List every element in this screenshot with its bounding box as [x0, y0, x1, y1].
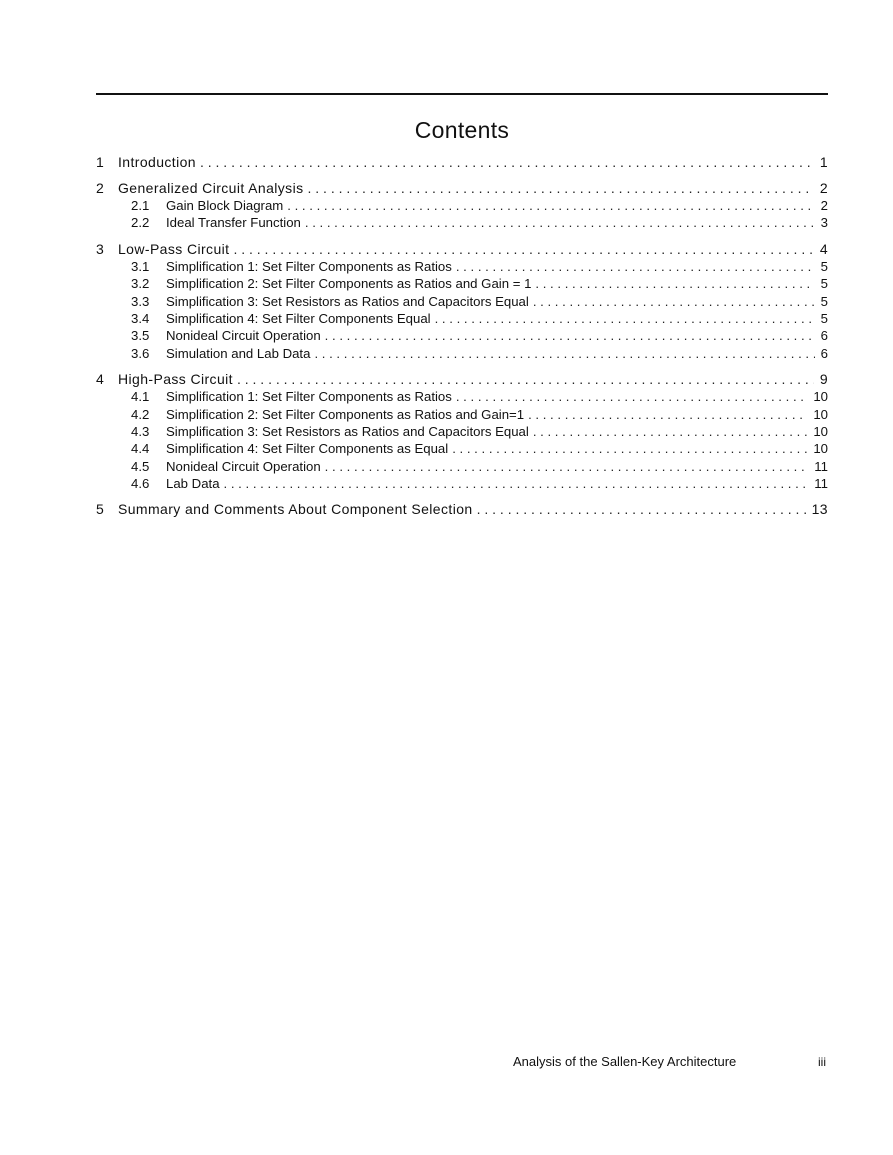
toc-subentry[interactable]: [96, 440, 828, 457]
toc-entry-page: 5: [820, 258, 828, 274]
toc-entry-page: 2: [819, 180, 828, 196]
toc-entry-page: 6: [820, 345, 828, 361]
footer-page-number: iii: [818, 1055, 826, 1069]
dot-leader: [477, 500, 806, 518]
toc-entry-page: 6: [820, 328, 828, 344]
toc-subentry[interactable]: [96, 310, 828, 327]
toc-entry-number: 4.1: [131, 389, 150, 405]
dot-leader: [305, 214, 815, 231]
dot-leader: [200, 153, 814, 171]
dot-leader: [435, 310, 815, 327]
dot-leader: [314, 345, 814, 362]
toc-entry-label: Simplification 2: Set Filter Components as Ratios and Gain=1: [166, 406, 525, 422]
toc-entry[interactable]: [96, 179, 828, 197]
toc-entry-page: 1: [819, 154, 828, 170]
toc-entry-number: 3.6: [131, 345, 150, 361]
toc-entry-label: High-Pass Circuit: [118, 371, 233, 388]
toc-entry-label: Gain Block Diagram: [166, 197, 284, 213]
toc-entry-page: 10: [813, 389, 828, 405]
toc-entry-label: Simplification 2: Set Filter Components as Ratios and Gain = 1: [166, 276, 532, 292]
toc-section: [96, 500, 828, 518]
toc-entry-number: 4.6: [131, 476, 150, 492]
toc-entry-number: 4: [96, 371, 105, 388]
toc-entry-label: Lab Data: [166, 476, 220, 492]
toc-entry-number: 4.3: [131, 423, 150, 439]
toc-entry-page: 11: [814, 458, 828, 474]
toc-entry-label: Simplification 1: Set Filter Components as Ratios: [166, 389, 452, 405]
toc-subentry[interactable]: [96, 458, 828, 475]
toc-section: [96, 179, 828, 232]
toc-subentry[interactable]: [96, 327, 828, 344]
toc-section: [96, 370, 828, 492]
dot-leader: [233, 240, 813, 258]
dot-leader: [325, 458, 809, 475]
dot-leader: [308, 179, 814, 197]
toc-entry-page: 2: [820, 197, 828, 213]
toc-entry-number: 3.4: [131, 310, 150, 326]
toc-entry-label: Summary and Comments About Component Selection: [118, 501, 473, 518]
dot-leader: [535, 275, 814, 292]
toc-entry-number: 3.3: [131, 293, 150, 309]
toc-entry-page: 3: [820, 215, 828, 231]
toc-subentry[interactable]: [96, 258, 828, 275]
toc-subentry[interactable]: [96, 275, 828, 292]
toc-entry[interactable]: [96, 153, 828, 171]
toc-subentry[interactable]: [96, 197, 828, 214]
dot-leader: [533, 293, 815, 310]
toc-entry-label: Simulation and Lab Data: [166, 345, 311, 361]
dot-leader: [287, 197, 814, 214]
toc-entry-label: Low-Pass Circuit: [118, 240, 230, 257]
toc-subentry[interactable]: [96, 423, 828, 440]
toc-entry-number: 4.4: [131, 441, 150, 457]
toc-subentry[interactable]: [96, 214, 828, 231]
toc-entry-page: 10: [813, 423, 828, 439]
toc-entry[interactable]: [96, 500, 828, 518]
toc-entry[interactable]: [96, 240, 828, 258]
toc-section: [96, 153, 828, 171]
toc-subentry[interactable]: [96, 293, 828, 310]
toc-entry-label: Generalized Circuit Analysis: [118, 180, 304, 196]
toc-entry-label: Simplification 1: Set Filter Components as Ratios: [166, 258, 452, 274]
toc-entry-number: 5: [96, 501, 105, 518]
toc-entry-number: 2.2: [131, 215, 150, 231]
toc-entry-label: Nonideal Circuit Operation: [166, 458, 321, 474]
dot-leader: [237, 370, 814, 388]
toc-entry-page: 13: [811, 501, 828, 518]
toc-entry-label: Ideal Transfer Function: [166, 215, 301, 231]
toc-subentry[interactable]: [96, 345, 828, 362]
toc-entry-page: 5: [820, 310, 828, 326]
dot-leader: [224, 475, 809, 492]
page-title: Contents: [414, 117, 510, 143]
toc-entry-page: 4: [819, 240, 828, 257]
toc-subentry[interactable]: [96, 406, 828, 423]
toc-entry-number: 3.1: [131, 258, 150, 274]
top-rule: [96, 93, 828, 95]
toc-entry-number: 3.2: [131, 276, 150, 292]
toc-entry-number: 4.2: [131, 406, 150, 422]
toc-entry-label: Introduction: [118, 154, 196, 170]
toc-entry-number: 4.5: [131, 458, 150, 474]
toc-entry-page: 11: [814, 476, 828, 492]
toc-entry-label: Simplification 4: Set Filter Components Equal: [166, 310, 431, 326]
table-of-contents: [96, 153, 828, 526]
toc-entry-page: 5: [820, 293, 828, 309]
dot-leader: [325, 327, 815, 344]
toc-entry[interactable]: [96, 370, 828, 388]
toc-entry-number: 3: [96, 240, 105, 257]
toc-entry-label: Simplification 3: Set Resistors as Ratios and Capacitors Equal: [166, 293, 529, 309]
toc-entry-page: 5: [820, 276, 828, 292]
dot-leader: [456, 388, 807, 405]
toc-entry-page: 10: [813, 441, 828, 457]
toc-entry-label: Simplification 4: Set Filter Components as Equal: [166, 441, 449, 457]
toc-entry-number: 2: [96, 180, 105, 196]
toc-entry-label: Simplification 3: Set Resistors as Ratios and Capacitors Equal: [166, 423, 529, 439]
dot-leader: [533, 423, 808, 440]
toc-entry-number: 3.5: [131, 328, 150, 344]
dot-leader: [528, 406, 807, 423]
toc-entry-page: 9: [819, 371, 828, 388]
dot-leader: [452, 440, 807, 457]
toc-entry-number: 1: [96, 154, 105, 170]
toc-entry-number: 2.1: [131, 197, 150, 213]
toc-section: [96, 240, 828, 362]
toc-entry-label: Nonideal Circuit Operation: [166, 328, 321, 344]
toc-subentry[interactable]: [96, 475, 828, 492]
toc-subentry[interactable]: [96, 388, 828, 405]
dot-leader: [456, 258, 815, 275]
footer-document-title: Analysis of the Sallen-Key Architecture: [513, 1054, 737, 1069]
toc-entry-page: 10: [813, 406, 828, 422]
